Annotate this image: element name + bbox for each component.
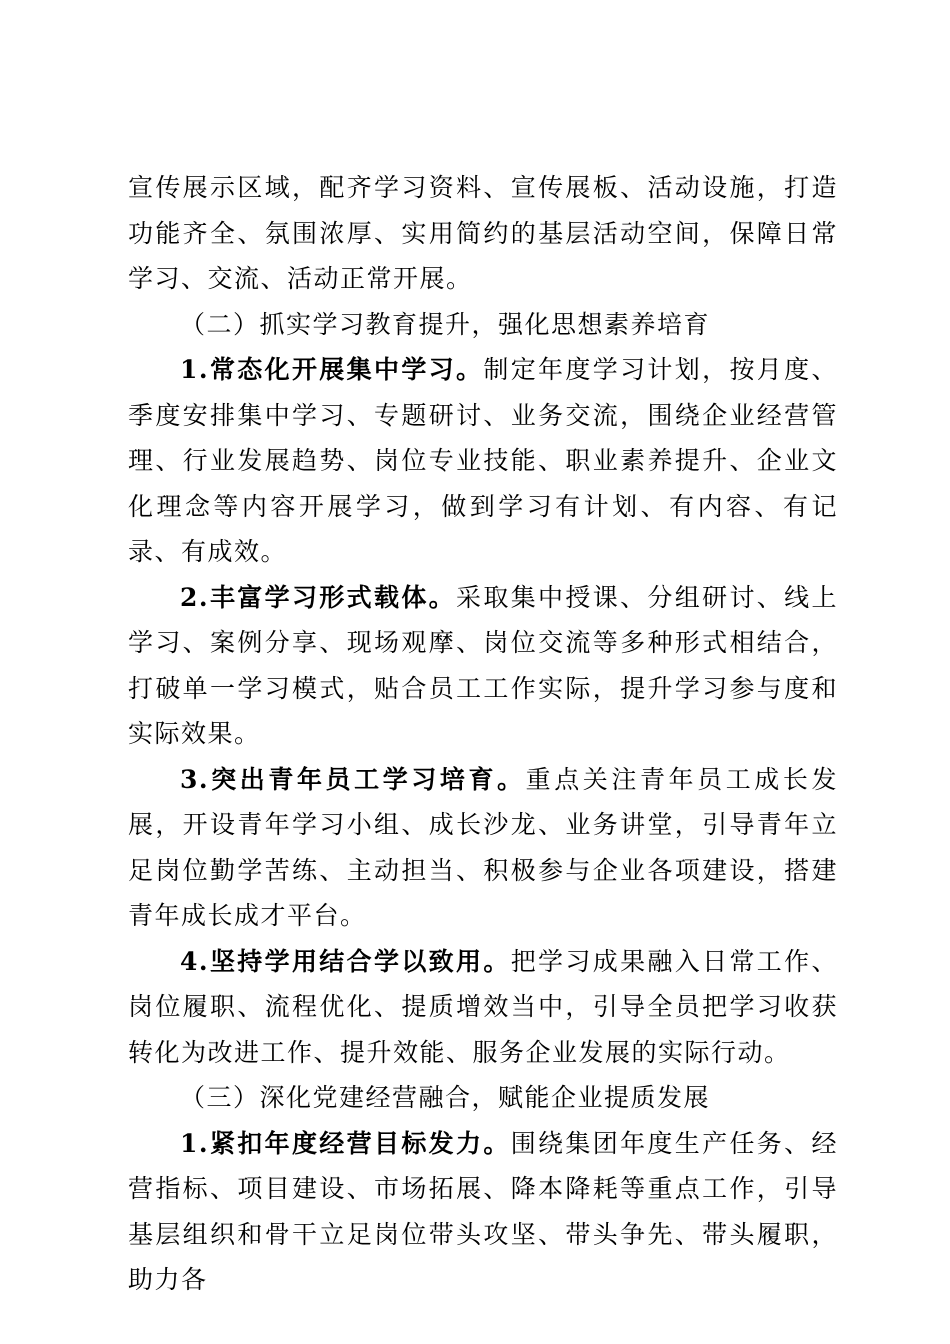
- paragraph-continuation: [128, 165, 838, 302]
- document-body: [128, 165, 838, 1303]
- item-text: 重点关注青年员工成长发展，开设青年学习小组、成长沙龙、业务讲堂，引导青年立足岗位勤学苦练、主动担当、积极参与企业各项建设，搭建青年成长成才平台。: [128, 764, 838, 930]
- item-lead: 1.常态化开展集中学习。: [180, 355, 484, 384]
- item-text: 把学习成果融入日常工作、岗位履职、流程优化、提质增效当中，引导全员把学习收获转化为改进工作、提升效能、服务企业发展的实际行动。: [128, 946, 838, 1067]
- heading-text: （三）深化党建经营融合，赋能企业提质发展: [180, 1083, 711, 1112]
- item-paragraph-3: [128, 757, 838, 939]
- section-heading-3: [128, 1075, 838, 1121]
- item-paragraph-4: [128, 939, 838, 1076]
- section-heading-2: [128, 302, 838, 348]
- item-paragraph-2: [128, 575, 838, 757]
- item-paragraph-1: [128, 347, 838, 575]
- item-text: 采取集中授课、分组研讨、线上学习、案例分享、现场观摩、岗位交流等多种形式相结合，打破单一学习模式，贴合员工工作实际，提升学习参与度和实际效果。: [128, 582, 838, 748]
- item-lead: 2.丰富学习形式载体。: [180, 582, 457, 612]
- item-text: 制定年度学习计划，按月度、季度安排集中学习、专题研讨、业务交流，围绕企业经营管理、行业发展趋势、岗位专业技能、职业素养提升、企业文化理念等内容开展学习，做到学习有计划、有内容、有记录、有成效。: [128, 355, 838, 566]
- item-lead: 3.突出青年员工学习培育。: [180, 764, 526, 794]
- heading-text: （二）抓实学习教育提升，强化思想素养培育: [180, 309, 711, 339]
- paragraph-text: 宣传展示区域，配齐学习资料、宣传展板、活动设施，打造功能齐全、氛围浓厚、实用简约的基层活动空间，保障日常学习、交流、活动正常开展。: [128, 173, 838, 293]
- item-text: 围绕集团年度生产任务、经营指标、项目建设、市场拓展、降本降耗等重点工作，引导基层组织和骨干立足岗位带头攻坚、带头争先、带头履职，助力各: [128, 1128, 838, 1294]
- item-lead: 1.紧扣年度经营目标发力。: [180, 1128, 511, 1158]
- item-lead: 4.坚持学用结合学以致用。: [180, 946, 511, 976]
- item-paragraph-5: [128, 1121, 838, 1303]
